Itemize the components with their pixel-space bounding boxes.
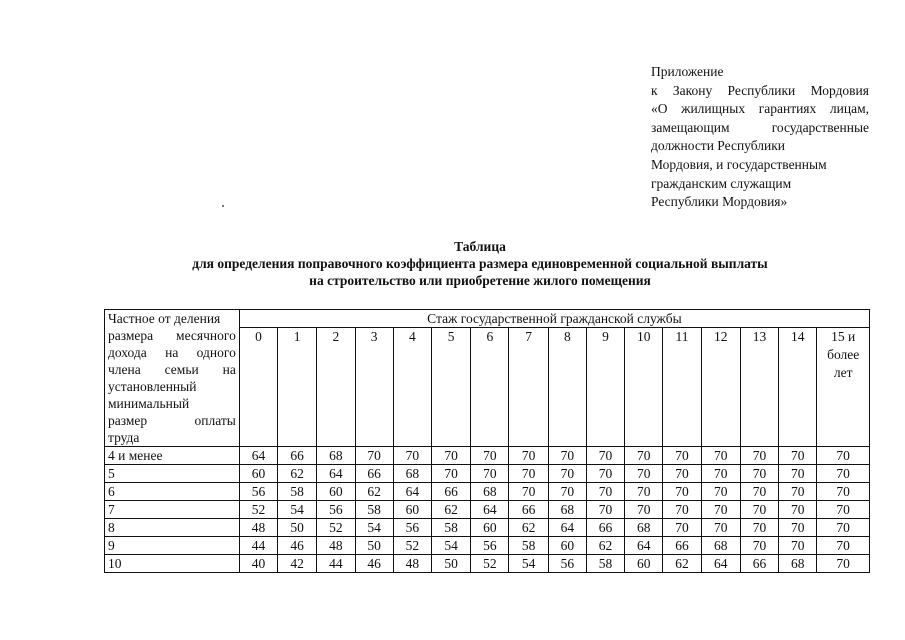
coefficient-cell: 66 (586, 519, 624, 537)
year-column-header: 14 (779, 328, 817, 447)
coefficient-cell: 66 (278, 447, 317, 465)
coefficient-cell: 70 (509, 465, 548, 483)
coefficient-cell: 70 (817, 483, 870, 501)
coefficient-cell: 70 (509, 447, 548, 465)
coefficient-cell: 70 (663, 483, 701, 501)
coefficient-cell: 70 (432, 447, 471, 465)
coefficient-cell: 70 (625, 447, 663, 465)
coefficient-cell: 48 (239, 519, 277, 537)
year-column-header: 6 (471, 328, 509, 447)
coefficient-cell: 64 (548, 519, 586, 537)
coefficient-cell: 50 (432, 555, 471, 573)
coefficient-cell: 58 (432, 519, 471, 537)
coefficient-cell: 70 (625, 483, 663, 501)
coefficient-cell: 70 (740, 501, 778, 519)
coefficient-cell: 46 (355, 555, 393, 573)
coefficient-cell: 62 (278, 465, 317, 483)
coefficient-cell: 70 (740, 465, 778, 483)
column-group-caption: Стаж государственной гражданской службы (239, 310, 869, 328)
income-ratio-cell: 8 (105, 519, 240, 537)
coefficient-cell: 50 (278, 519, 317, 537)
table-body (105, 447, 870, 573)
year-column-header: 10 (625, 328, 663, 447)
appendix-line: замещающим государственные (651, 119, 869, 135)
coefficient-cell: 60 (393, 501, 431, 519)
income-ratio-cell: 5 (105, 465, 240, 483)
coefficient-cell: 62 (586, 537, 624, 555)
coefficient-cell: 70 (586, 483, 624, 501)
coefficient-cell: 44 (239, 537, 277, 555)
table-row (105, 465, 870, 483)
coefficient-cell: 64 (393, 483, 431, 501)
coefficient-cell: 70 (779, 483, 817, 501)
coefficient-cell: 58 (586, 555, 624, 573)
coefficient-cell: 52 (317, 519, 355, 537)
coefficient-cell: 68 (471, 483, 509, 501)
coefficient-cell: 70 (393, 447, 431, 465)
coefficient-cell: 70 (701, 519, 740, 537)
coefficient-cell: 54 (355, 519, 393, 537)
coefficient-cell: 48 (393, 555, 431, 573)
year-column-header: 3 (355, 328, 393, 447)
coefficient-cell: 70 (779, 519, 817, 537)
coefficient-cell: 70 (663, 519, 701, 537)
income-ratio-cell: 9 (105, 537, 240, 555)
year-column-header: 9 (586, 328, 624, 447)
coefficient-cell: 56 (548, 555, 586, 573)
coefficient-cell: 68 (779, 555, 817, 573)
coefficient-cell: 68 (317, 447, 355, 465)
year-column-header: 0 (239, 328, 277, 447)
coefficient-cell: 70 (625, 465, 663, 483)
coefficient-cell: 64 (239, 447, 277, 465)
year-column-header: 2 (317, 328, 355, 447)
coefficient-cell: 48 (317, 537, 355, 555)
coefficient-cell: 56 (239, 483, 277, 501)
coefficient-cell: 70 (779, 501, 817, 519)
coefficient-cell: 68 (548, 501, 586, 519)
coefficient-cell: 70 (548, 447, 586, 465)
coefficient-cell: 70 (586, 501, 624, 519)
table-row (105, 501, 870, 519)
coefficient-cell: 66 (740, 555, 778, 573)
coefficient-cell: 56 (393, 519, 431, 537)
coefficient-cell: 70 (817, 537, 870, 555)
coefficient-cell: 62 (509, 519, 548, 537)
coefficient-cell: 66 (509, 501, 548, 519)
coefficient-cell: 52 (239, 501, 277, 519)
income-ratio-cell: 10 (105, 555, 240, 573)
year-column-header: 15 и более лет (817, 328, 870, 447)
coefficient-cell: 54 (278, 501, 317, 519)
coefficient-cell: 68 (393, 465, 431, 483)
year-column-header: 4 (393, 328, 431, 447)
year-column-header: 13 (740, 328, 778, 447)
coefficient-cell: 70 (740, 519, 778, 537)
coefficient-cell: 68 (625, 519, 663, 537)
coefficient-cell: 58 (509, 537, 548, 555)
coefficient-cell: 70 (779, 465, 817, 483)
coefficient-cell: 70 (701, 465, 740, 483)
coefficient-cell: 70 (740, 447, 778, 465)
coefficient-cell: 60 (471, 519, 509, 537)
row-header-cell: Частное от деления размера месячного дохода на одного члена семьи на установленный минимальный размер оплаты труда (105, 310, 240, 447)
coefficient-cell: 42 (278, 555, 317, 573)
coefficient-cell: 70 (586, 465, 624, 483)
table-row (105, 537, 870, 555)
coefficient-cell: 62 (355, 483, 393, 501)
income-ratio-cell: 4 и менее (105, 447, 240, 465)
appendix-note (651, 63, 869, 212)
coefficient-cell: 50 (355, 537, 393, 555)
coefficient-cell: 70 (663, 447, 701, 465)
coefficient-cell: 60 (239, 465, 277, 483)
table-row (105, 519, 870, 537)
year-column-header: 7 (509, 328, 548, 447)
table-row (105, 483, 870, 501)
income-ratio-cell: 7 (105, 501, 240, 519)
coefficient-cell: 44 (317, 555, 355, 573)
coefficient-cell: 46 (278, 537, 317, 555)
coefficient-cell: 70 (817, 519, 870, 537)
appendix-line: Приложение (651, 64, 724, 79)
year-column-header: 1 (278, 328, 317, 447)
coefficient-cell: 62 (432, 501, 471, 519)
coefficient-cell: 70 (471, 447, 509, 465)
table-row (105, 555, 870, 573)
appendix-line: «О жилищных гарантиях лицам, (651, 101, 869, 117)
coefficient-cell: 70 (740, 483, 778, 501)
coefficient-cell: 64 (625, 537, 663, 555)
appendix-line: должности Республики (651, 138, 786, 154)
coefficient-cell: 52 (471, 555, 509, 573)
year-column-header: 12 (701, 328, 740, 447)
title-line: Таблица (454, 239, 506, 254)
coefficient-cell: 54 (432, 537, 471, 555)
coefficient-cell: 64 (701, 555, 740, 573)
coefficient-cell: 52 (393, 537, 431, 555)
title-line: на строительство или приобретение жилого помещения (309, 273, 651, 288)
year-column-header: 5 (432, 328, 471, 447)
coefficient-cell: 70 (625, 501, 663, 519)
appendix-line: к Закону Республики Мордовия (651, 82, 869, 98)
scan-speck (222, 205, 224, 207)
coefficient-cell: 70 (586, 447, 624, 465)
coefficient-cell: 64 (317, 465, 355, 483)
coefficient-cell: 66 (355, 465, 393, 483)
coefficient-cell: 70 (701, 501, 740, 519)
appendix-line: Мордовия, и государственным (651, 156, 827, 172)
coefficient-cell: 64 (471, 501, 509, 519)
coefficient-cell: 70 (740, 537, 778, 555)
coefficient-cell: 70 (355, 447, 393, 465)
coefficient-cell: 54 (509, 555, 548, 573)
coefficient-cell: 66 (663, 537, 701, 555)
coefficient-cell: 60 (625, 555, 663, 573)
coefficient-cell: 70 (432, 465, 471, 483)
coefficient-cell: 60 (317, 483, 355, 501)
coefficient-cell: 58 (278, 483, 317, 501)
table-row (105, 447, 870, 465)
coefficient-cell: 68 (701, 537, 740, 555)
coefficient-cell: 70 (779, 537, 817, 555)
coefficient-cell: 70 (817, 555, 870, 573)
coefficient-cell: 70 (548, 465, 586, 483)
coefficient-cell: 70 (701, 483, 740, 501)
coefficient-cell: 56 (317, 501, 355, 519)
coefficient-table (104, 309, 870, 573)
coefficient-cell: 56 (471, 537, 509, 555)
coefficient-cell: 70 (663, 465, 701, 483)
table-title (100, 238, 860, 289)
coefficient-cell: 70 (509, 483, 548, 501)
coefficient-cell: 40 (239, 555, 277, 573)
appendix-line: Республики Мордовия» (651, 194, 788, 210)
coefficient-cell: 70 (548, 483, 586, 501)
coefficient-cell: 70 (663, 501, 701, 519)
year-column-header: 11 (663, 328, 701, 447)
coefficient-cell: 62 (663, 555, 701, 573)
coefficient-cell: 70 (471, 465, 509, 483)
coefficient-cell: 70 (817, 447, 870, 465)
income-ratio-cell: 6 (105, 483, 240, 501)
appendix-line: гражданским служащим (651, 175, 792, 191)
coefficient-cell: 60 (548, 537, 586, 555)
coefficient-cell: 70 (817, 465, 870, 483)
coefficient-cell: 70 (817, 501, 870, 519)
coefficient-cell: 58 (355, 501, 393, 519)
year-column-header: 8 (548, 328, 586, 447)
coefficient-cell: 70 (701, 447, 740, 465)
title-line: для определения поправочного коэффициента размера единовременной социальной выплаты (192, 256, 768, 271)
coefficient-cell: 70 (779, 447, 817, 465)
coefficient-cell: 66 (432, 483, 471, 501)
